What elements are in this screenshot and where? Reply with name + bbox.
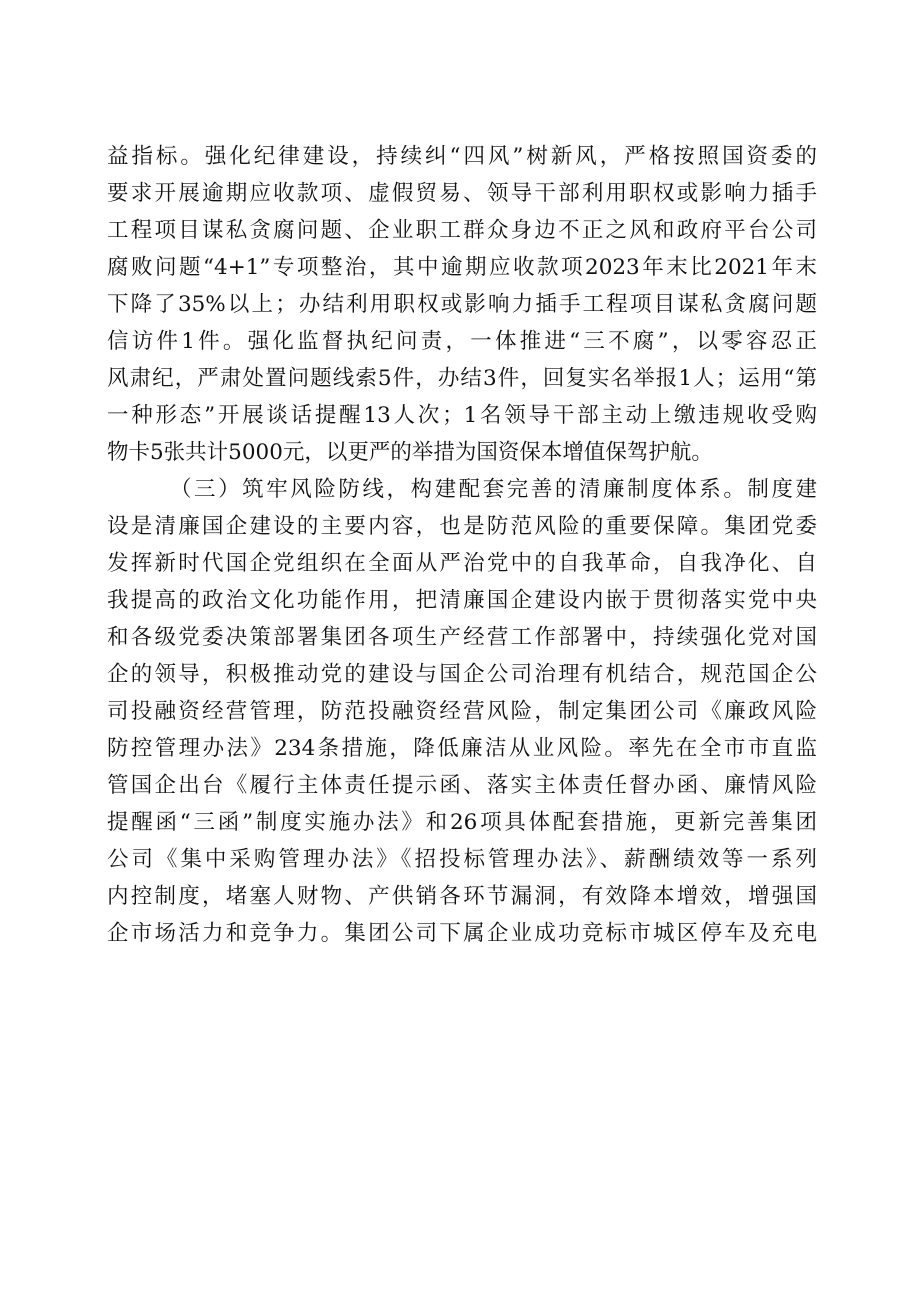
text-line: 公司《集中采购管理办法》《招投标管理办法》、薪酬绩效等一系列 [107,847,817,872]
paragraph-end-line: 物卡5张共计5000元，以更严的举措为国资保本增值保驾护航。 [107,440,713,465]
text-line: 发挥新时代国企党组织在全面从严治党中的自我革命，自我净化、自 [107,551,817,576]
text-line: 防控管理办法》234条措施，降低廉洁从业风险。率先在全市市直监 [107,736,817,761]
text-line: 管国企出台《履行主体责任提示函、落实主体责任督办函、廉情风险 [107,773,817,798]
text-line: 益指标。强化纪律建设，持续纠“四风”树新风，严格按照国资委的 [107,144,817,169]
section-heading-line: （三）筑牢风险防线，构建配套完善的清廉制度体系。制度建 [170,477,817,502]
text-line: 工程项目谋私贪腐问题、企业职工群众身边不正之风和政府平台公司 [107,218,817,243]
text-line: 下降了35%以上；办结利用职权或影响力插手工程项目谋私贪腐问题 [107,292,817,317]
text-line: 风肃纪，严肃处置问题线索5件，办结3件，回复实名举报1人；运用“第 [107,366,817,391]
text-line: 和各级党委决策部署集团各项生产经营工作部署中，持续强化党对国 [107,625,817,650]
text-line: 信访件1件。强化监督执纪问责，一体推进“三不腐”，以零容忍正 [107,329,817,354]
text-line: 我提高的政治文化功能作用，把清廉国企建设内嵌于贯彻落实党中央 [107,588,817,613]
text-line: 一种形态”开展谈话提醒13人次；1名领导干部主动上缴违规收受购 [107,403,817,428]
text-line: 腐败问题“4+1”专项整治，其中逾期应收款项2023年末比2021年末 [107,255,817,280]
text-line: 提醒函“三函”制度实施办法》和26项具体配套措施，更新完善集团 [107,810,817,835]
body-text [107,138,817,952]
text-line: 企的领导，积极推动党的建设与国企公司治理有机结合，规范国企公 [107,662,817,687]
text-line: 内控制度，堵塞人财物、产供销各环节漏洞，有效降本增效，增强国 [107,884,817,909]
text-line: 企市场活力和竞争力。集团公司下属企业成功竞标市城区停车及充电 [107,921,817,946]
text-line: 要求开展逾期应收款项、虚假贸易、领导干部利用职权或影响力插手 [107,181,817,206]
text-line: 司投融资经营管理，防范投融资经营风险，制定集团公司《廉政风险 [107,699,817,724]
text-line: 设是清廉国企建设的主要内容，也是防范风险的重要保障。集团党委 [107,514,817,539]
